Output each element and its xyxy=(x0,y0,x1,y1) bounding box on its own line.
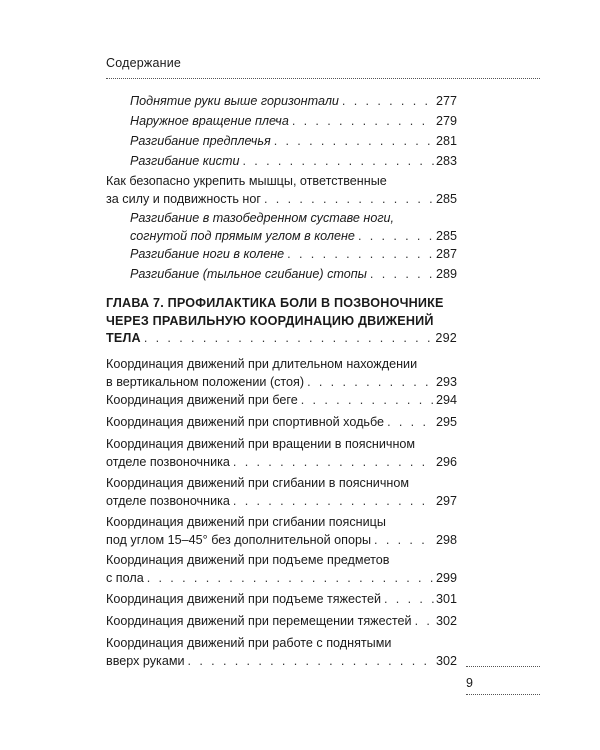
toc-entry xyxy=(130,245,457,263)
toc-page-number: 294 xyxy=(435,393,457,407)
toc-entry xyxy=(106,172,457,208)
dot-leader xyxy=(374,531,434,549)
toc-entry-text: Координация движений при вращении в поясничном xyxy=(106,437,416,451)
toc-entry-text: Координация движений при подъеме предметов xyxy=(106,553,390,567)
toc-entry-text: ЧЕРЕЗ ПРАВИЛЬНУЮ КООРДИНАЦИЮ ДВИЖЕНИЙ xyxy=(106,313,434,328)
dot-leader xyxy=(370,265,434,283)
toc-entry xyxy=(106,295,457,348)
dot-leader xyxy=(384,590,434,608)
toc-page-number: 281 xyxy=(435,134,457,148)
toc-page-number: 285 xyxy=(435,229,457,243)
toc-entry xyxy=(106,355,457,391)
dot-leader xyxy=(233,492,434,510)
toc-entry xyxy=(106,634,457,670)
dot-leader xyxy=(264,190,434,208)
toc-entry-text: за силу и подвижность ног xyxy=(106,192,261,206)
toc-entry xyxy=(130,152,457,170)
toc-page-number: 298 xyxy=(435,533,457,547)
toc-entry-text: отделе позвоночника xyxy=(106,494,230,508)
toc-page-number: 295 xyxy=(435,415,457,429)
toc-entry-text: под углом 15–45° без дополнительной опоры xyxy=(106,533,372,547)
toc-page-number: 285 xyxy=(435,192,457,206)
toc-page-number: 297 xyxy=(435,494,457,508)
toc-entry-text: Разгибание предплечья xyxy=(130,134,271,148)
dot-leader xyxy=(307,373,434,391)
toc-entry-text: Разгибание кисти xyxy=(130,154,240,168)
page-number: 9 xyxy=(466,676,473,690)
dot-leader xyxy=(301,391,434,409)
toc-entry-text: согнутой под прямым углом в колене xyxy=(130,229,355,243)
dot-leader xyxy=(415,612,434,630)
toc-page-number: 279 xyxy=(435,114,457,128)
dot-leader xyxy=(147,569,434,587)
toc-page-number: 283 xyxy=(435,154,457,168)
toc-entry xyxy=(106,474,457,510)
toc-page-number: 299 xyxy=(435,571,457,585)
toc-page-number: 293 xyxy=(435,375,457,389)
toc-entry-text: Поднятие руки выше горизонтали xyxy=(130,94,339,108)
toc-entry-text: Разгибание в тазобедренном суставе ноги, xyxy=(130,211,395,225)
toc-entry-text: Координация движений при перемещении тяжестей xyxy=(106,614,412,628)
toc-entry-text: Координация движений при подъеме тяжестей xyxy=(106,592,381,606)
footer-dotted-rule-bottom xyxy=(466,694,540,695)
toc-entry xyxy=(106,612,457,630)
toc-entry xyxy=(106,551,457,587)
toc-page-number: 287 xyxy=(435,247,457,261)
dot-leader xyxy=(233,453,434,471)
toc-entry-text: Координация движений при сгибании поясницы xyxy=(106,515,386,529)
toc-entry xyxy=(106,590,457,608)
toc-entry-text: Как безопасно укрепить мышцы, ответственные xyxy=(106,174,387,188)
dot-leader xyxy=(144,330,434,348)
running-header: Содержание xyxy=(106,56,182,70)
toc-page-number: 301 xyxy=(435,592,457,606)
toc-entry xyxy=(106,435,457,471)
toc-entry-text: Координация движений при беге xyxy=(106,393,298,407)
toc-page-number: 292 xyxy=(435,331,457,345)
toc-page-number: 302 xyxy=(435,654,457,668)
dot-leader xyxy=(342,92,434,110)
toc-entry-text: Координация движений при сгибании в поясничном xyxy=(106,476,410,490)
dot-leader xyxy=(242,152,434,170)
toc-entry xyxy=(130,209,457,245)
toc-entry-text: ГЛАВА 7. ПРОФИЛАКТИКА БОЛИ В ПОЗВОНОЧНИКЕ xyxy=(106,296,444,310)
footer-dotted-rule-top xyxy=(466,666,540,667)
toc-page-number: 302 xyxy=(435,614,457,628)
toc-entry-text: Разгибание ноги в колене xyxy=(130,247,285,261)
toc-entry xyxy=(130,92,457,110)
toc-entry xyxy=(106,513,457,549)
toc-entry-text: Наружное вращение плеча xyxy=(130,114,289,128)
toc-entry-text: Координация движений при работе с поднятыми xyxy=(106,636,392,650)
toc-entry xyxy=(130,112,457,130)
dot-leader xyxy=(387,413,434,431)
toc-entry-text: ТЕЛА xyxy=(106,331,141,345)
dot-leader xyxy=(292,112,434,130)
toc-entry-text: Координация движений при спортивной ходьбе xyxy=(106,415,385,429)
toc-entry xyxy=(106,413,457,431)
toc-entry xyxy=(106,391,457,409)
toc-page-number: 277 xyxy=(435,94,457,108)
toc-entry-text: в вертикальном положении (стоя) xyxy=(106,375,305,389)
toc-entry-text: Разгибание (тыльное сгибание) стопы xyxy=(130,267,367,281)
dot-leader xyxy=(274,132,434,150)
dot-leader xyxy=(287,245,434,263)
dot-leader xyxy=(358,227,434,245)
toc-page-number: 289 xyxy=(435,267,457,281)
toc-entry-text: Координация движений при длительном нахождении xyxy=(106,357,418,371)
toc-entry xyxy=(130,265,457,283)
toc-entry-text: вверх руками xyxy=(106,654,185,668)
toc-entry-text: с пола xyxy=(106,571,144,585)
toc-page-number: 296 xyxy=(435,455,457,469)
dot-leader xyxy=(188,652,434,670)
toc-entry xyxy=(130,132,457,150)
toc-entry-text: отделе позвоночника xyxy=(106,455,230,469)
